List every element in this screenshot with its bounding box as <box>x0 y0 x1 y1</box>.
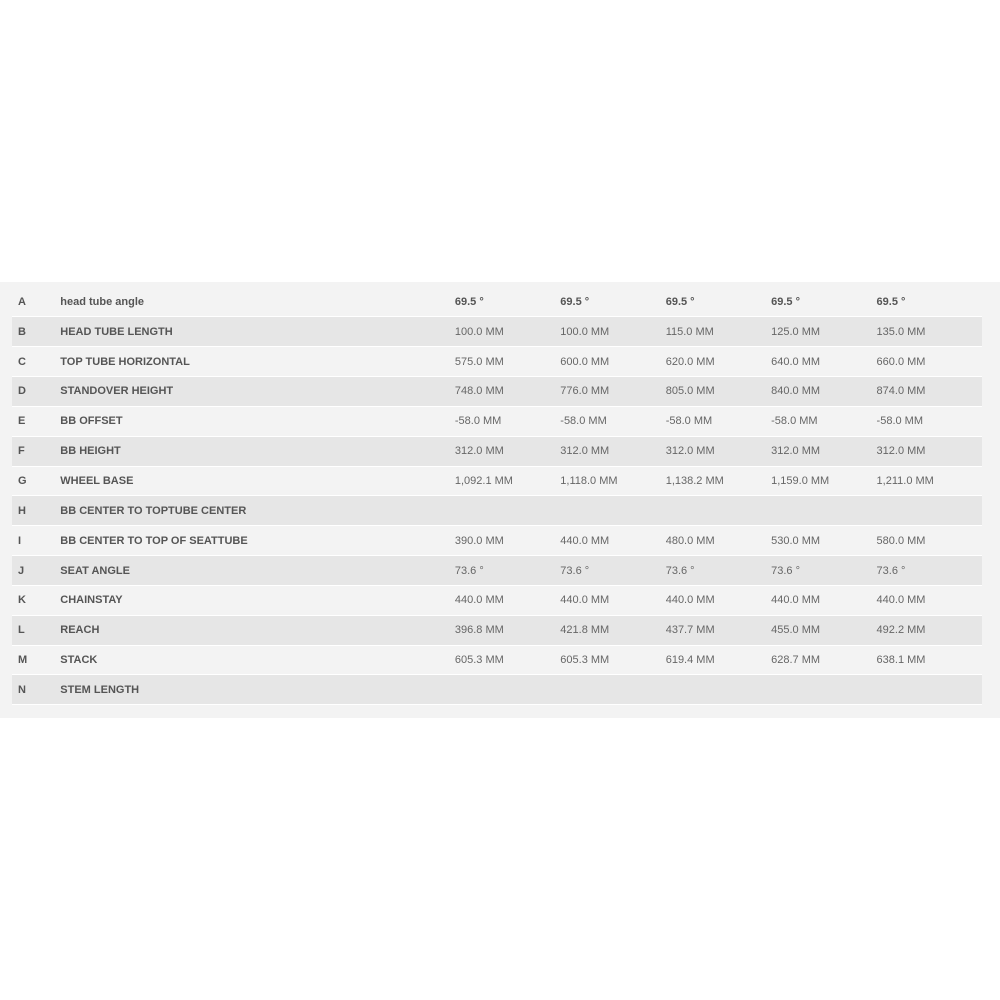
table-row <box>12 317 982 347</box>
size-value-5: 69.5 ° <box>876 295 906 308</box>
size-value-3: 73.6 ° <box>665 564 695 577</box>
size-value-1: 440.0 MM <box>454 594 504 607</box>
size-value-2 <box>560 675 665 705</box>
row-label: BB CENTER TO TOP OF SEATTUBE <box>60 534 248 547</box>
table-row <box>12 436 982 466</box>
size-value-3: 440.0 MM <box>665 594 715 607</box>
row-letter: C <box>18 355 26 368</box>
size-value-3: -58.0 MM <box>665 415 713 428</box>
table-row <box>12 526 982 556</box>
size-value-4 <box>771 675 876 705</box>
size-value-4 <box>771 496 876 526</box>
row-label: STANDOVER HEIGHT <box>60 385 174 398</box>
size-value-4: 840.0 MM <box>771 385 821 398</box>
size-value-1: 100.0 MM <box>454 325 504 338</box>
table-row <box>12 585 982 615</box>
size-value-4: 73.6 ° <box>771 564 800 577</box>
size-value-5: -58.0 MM <box>876 415 924 428</box>
row-letter: J <box>18 564 25 577</box>
size-value-3: 1,138.2 MM <box>665 474 724 487</box>
size-value-3: 312.0 MM <box>665 445 715 458</box>
table-row <box>12 377 982 407</box>
size-value-5: 312.0 MM <box>876 445 926 458</box>
size-value-5 <box>877 675 982 705</box>
size-value-3: 480.0 MM <box>665 534 715 547</box>
row-letter: A <box>18 295 26 308</box>
size-value-2: 312.0 MM <box>560 445 610 458</box>
size-value-2: 73.6 ° <box>560 564 590 577</box>
row-letter: I <box>18 534 22 547</box>
size-value-4: -58.0 MM <box>771 415 818 428</box>
size-value-3: 805.0 MM <box>665 385 715 398</box>
size-value-2: 1,118.0 MM <box>560 474 618 487</box>
table-row <box>12 645 982 675</box>
row-label: STEM LENGTH <box>60 683 140 696</box>
row-label: WHEEL BASE <box>60 474 134 487</box>
size-value-1: -58.0 MM <box>454 415 502 428</box>
geometry-table-body <box>12 287 982 705</box>
row-letter: D <box>18 385 26 398</box>
size-value-2: 421.8 MM <box>560 624 610 637</box>
size-value-2: 100.0 MM <box>560 325 610 338</box>
size-value-3: 620.0 MM <box>665 355 715 368</box>
size-value-4: 628.7 MM <box>771 654 821 667</box>
size-value-3 <box>666 496 771 526</box>
size-value-5: 135.0 MM <box>876 325 926 338</box>
row-letter: E <box>18 415 26 428</box>
size-value-2: 69.5 ° <box>560 295 590 308</box>
size-value-1: 748.0 MM <box>454 385 504 398</box>
table-row <box>12 675 982 705</box>
row-label: STACK <box>60 654 98 667</box>
size-value-1: 605.3 MM <box>454 654 504 667</box>
row-label: BB CENTER TO TOPTUBE CENTER <box>60 504 247 517</box>
size-value-4: 440.0 MM <box>771 594 821 607</box>
size-value-3: 69.5 ° <box>665 295 695 308</box>
size-value-4: 640.0 MM <box>771 355 821 368</box>
size-value-5 <box>877 496 982 526</box>
size-value-3: 619.4 MM <box>665 654 715 667</box>
size-value-4: 455.0 MM <box>771 624 821 637</box>
size-value-1 <box>455 496 560 526</box>
size-value-4: 1,159.0 MM <box>771 474 830 487</box>
size-value-2 <box>560 496 665 526</box>
table-row <box>12 556 982 586</box>
row-label: CHAINSTAY <box>60 594 123 607</box>
table-row <box>12 406 982 436</box>
size-value-5: 580.0 MM <box>876 534 926 547</box>
size-value-5: 440.0 MM <box>876 594 926 607</box>
size-value-2: 776.0 MM <box>560 385 610 398</box>
size-value-4: 530.0 MM <box>771 534 821 547</box>
size-value-5: 492.2 MM <box>876 624 926 637</box>
size-value-2: -58.0 MM <box>560 415 607 428</box>
row-letter: L <box>18 624 25 637</box>
row-letter: M <box>18 654 28 667</box>
size-value-5: 1,211.0 MM <box>876 474 934 487</box>
size-value-3: 437.7 MM <box>665 624 715 637</box>
row-label: SEAT ANGLE <box>60 564 130 577</box>
row-letter: H <box>18 504 26 517</box>
size-value-2: 605.3 MM <box>560 654 610 667</box>
geometry-table <box>12 287 982 705</box>
size-value-5: 660.0 MM <box>876 355 926 368</box>
row-label: BB OFFSET <box>60 415 123 428</box>
geometry-panel <box>0 282 1000 718</box>
row-letter: N <box>18 683 26 696</box>
table-row <box>12 347 982 377</box>
size-value-4: 69.5 ° <box>771 295 800 308</box>
size-value-1 <box>455 675 560 705</box>
table-row <box>12 615 982 645</box>
size-value-5: 73.6 ° <box>876 564 906 577</box>
row-label: BB HEIGHT <box>60 445 121 458</box>
row-label: head tube angle <box>60 295 145 308</box>
row-letter: G <box>18 474 27 487</box>
size-value-1: 396.8 MM <box>454 624 504 637</box>
size-value-1: 312.0 MM <box>454 445 504 458</box>
row-letter: B <box>18 325 26 338</box>
size-value-3 <box>666 675 771 705</box>
size-value-1: 575.0 MM <box>454 355 504 368</box>
size-value-1: 73.6 ° <box>454 564 484 577</box>
size-value-2: 440.0 MM <box>560 594 610 607</box>
size-value-2: 600.0 MM <box>560 355 610 368</box>
row-letter: F <box>18 445 25 458</box>
size-value-3: 115.0 MM <box>665 325 714 338</box>
table-row <box>12 466 982 496</box>
row-label: REACH <box>60 624 100 637</box>
size-value-4: 312.0 MM <box>771 445 821 458</box>
row-label: HEAD TUBE LENGTH <box>60 325 173 338</box>
size-value-4: 125.0 MM <box>771 325 821 338</box>
table-row <box>12 496 982 526</box>
size-value-1: 1,092.1 MM <box>454 474 513 487</box>
row-label: TOP TUBE HORIZONTAL <box>60 355 190 368</box>
size-value-1: 390.0 MM <box>454 534 504 547</box>
row-letter: K <box>18 594 26 607</box>
table-row <box>12 287 982 317</box>
size-value-2: 440.0 MM <box>560 534 610 547</box>
size-value-5: 874.0 MM <box>876 385 926 398</box>
size-value-5: 638.1 MM <box>876 654 926 667</box>
size-value-1: 69.5 ° <box>454 295 484 308</box>
